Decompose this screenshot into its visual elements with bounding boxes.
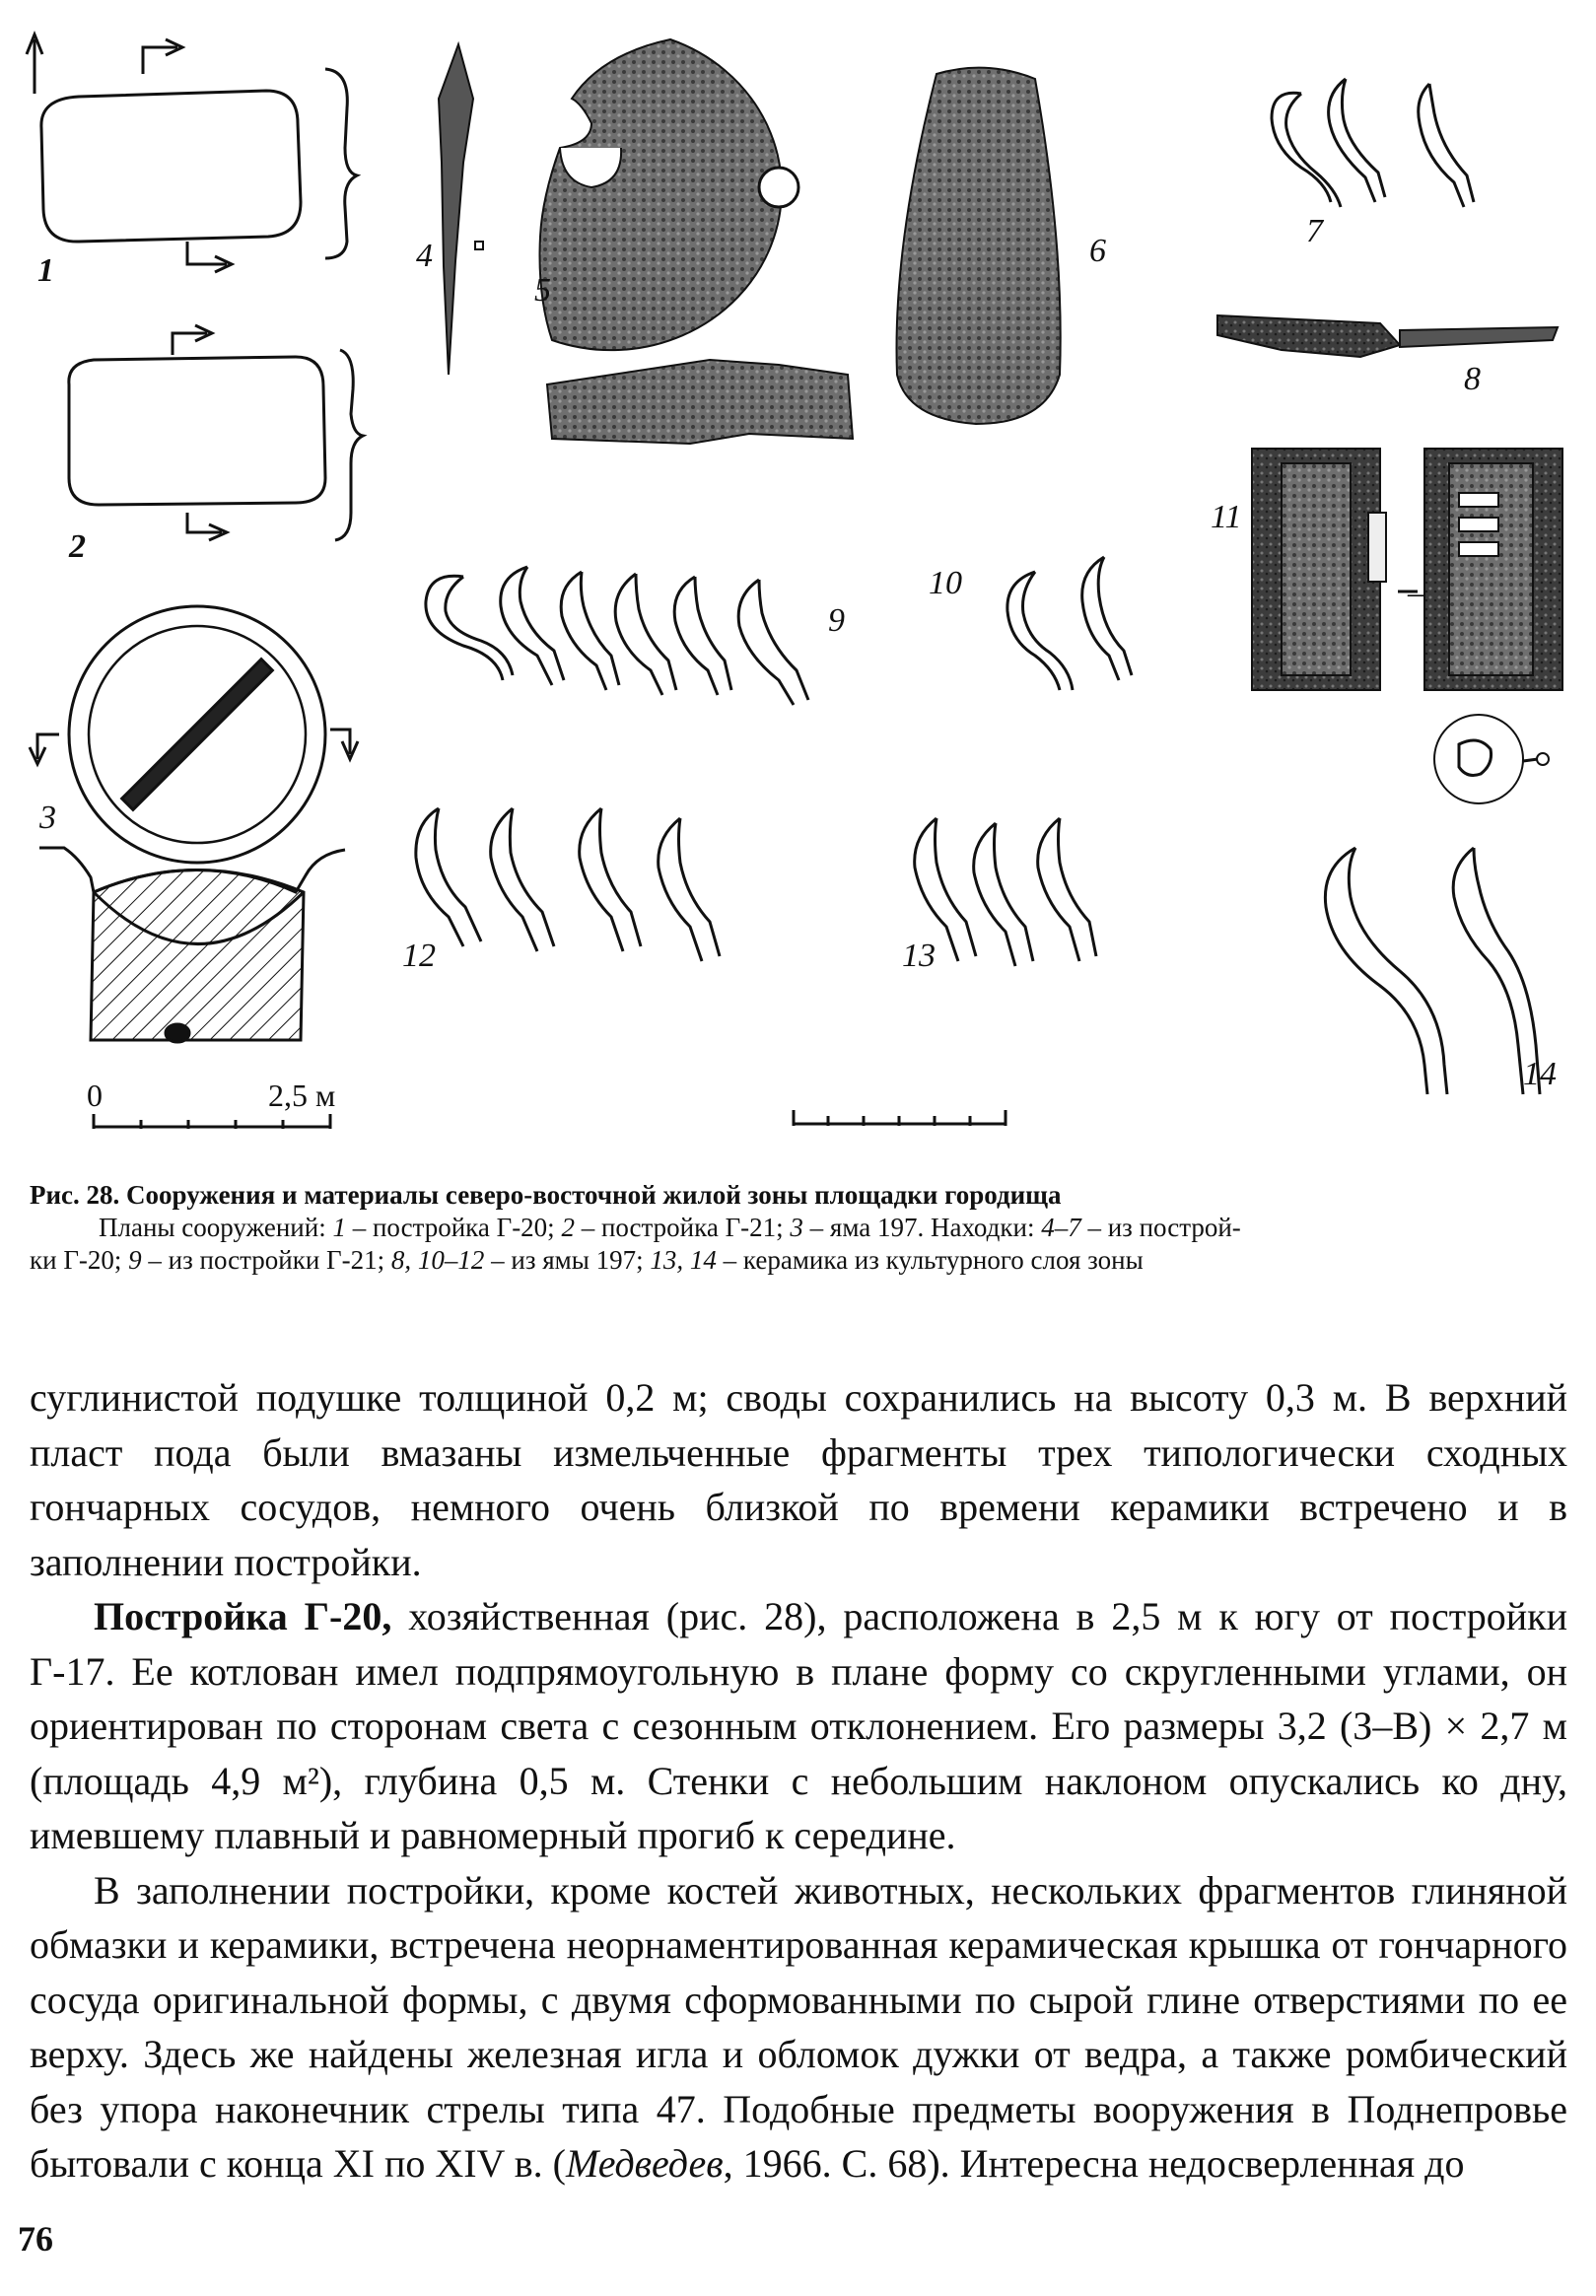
plan-building-g20 (27, 35, 357, 272)
scale-bar-right (794, 1110, 1006, 1126)
caption-ref-2: 2 (561, 1213, 575, 1242)
find-rim-profiles-13 (915, 818, 1096, 966)
caption-text-8: – керамика из культурного слоя зоны (716, 1245, 1144, 1275)
figure-label-2: 2 (69, 528, 86, 565)
caption-ref-6: 8, 10–12 (390, 1245, 485, 1275)
caption-line-2 (30, 1212, 1567, 1244)
caption-ref-4: 4–7 (1041, 1213, 1081, 1242)
caption-text-7: – из ямы 197; (484, 1245, 651, 1275)
figure-label-11: 11 (1211, 499, 1242, 535)
caption-title-line (30, 1179, 1567, 1212)
plan-pit-197 (30, 606, 358, 1042)
figure-label-13: 13 (902, 938, 936, 974)
caption-text-3: – яма 197. Находки: (802, 1213, 1042, 1242)
caption-plans-intro: Планы сооружений: (99, 1213, 333, 1242)
figure-label-8: 8 (1464, 361, 1481, 397)
find-rim-profiles-7 (1272, 79, 1474, 207)
find-lock (1252, 449, 1562, 803)
caption-ref-7: 13, 14 (650, 1245, 717, 1275)
figure-label-4: 4 (416, 238, 433, 274)
caption-text-1: – постройка Г-20; (345, 1213, 562, 1242)
find-arrowhead (439, 44, 483, 375)
plan-building-g21 (69, 325, 363, 540)
find-rim-profiles-14 (1325, 848, 1540, 1094)
body-text (30, 1370, 1567, 2192)
page-number: 76 (18, 2219, 53, 2259)
figure-label-12: 12 (402, 938, 436, 974)
figure-label-1: 1 (37, 252, 54, 289)
figure-label-9: 9 (828, 602, 845, 639)
figure-label-6: 6 (1089, 233, 1106, 269)
scale-end-label: 2,5 м (268, 1078, 336, 1113)
caption-text-4: – из построй- (1080, 1213, 1241, 1242)
building-heading: Постройка Г-20, (94, 1594, 392, 1638)
figure-label-7: 7 (1306, 213, 1323, 249)
figure-label-5: 5 (534, 272, 551, 309)
figure-label-14: 14 (1523, 1056, 1557, 1092)
scale-bar-left (94, 1114, 330, 1129)
caption-prefix: Рис. 28. (30, 1180, 120, 1210)
caption-ref-1: 1 (332, 1213, 346, 1242)
find-rim-profiles-12 (416, 808, 720, 961)
citation-author: Медведев (565, 2141, 724, 2186)
paragraph-3-text-b: , 1966. С. 68). Интересна недосверленная до (723, 2141, 1465, 2186)
caption-text-5: ки Г-20; (30, 1245, 129, 1275)
paragraph-3-text-a: В заполнении постройки, кроме костей животных, нескольких фрагментов глиняной обмазки и керамики, встречена неорнаментированная керамическая крышка от гончарного сосуда оригинальной формы, с двумя сформованными по сырой глине отверстиями по ее верху. Здесь же найдены железная игла и обломок дужки от ведра, а также ромбический без упора наконечник стрелы типа 47. Подобные предметы вооружения в Поднепровье бытовали с конца XI по XIV в. ( (30, 1867, 1567, 2186)
paragraph-3 (30, 1863, 1567, 2192)
caption-ref-5: 9 (128, 1245, 142, 1275)
caption-line-3 (30, 1244, 1567, 1277)
find-ceramic-lid (540, 39, 854, 444)
figure-label-10: 10 (929, 565, 962, 601)
lock-divider: – (1408, 575, 1424, 611)
find-rim-profiles-10 (1007, 557, 1132, 690)
find-knife (1217, 315, 1558, 357)
caption-title: Сооружения и материалы северо-восточной жилой зоны площадки городища (126, 1180, 1062, 1210)
paragraph-2-text: хозяйственная (рис. 28), расположена в 2,5 м к югу от постройки Г-17. Ее котлован имел подпрямоугольную в плане форму со скругленными углами, он ориентирован по сторонам света с сезонным отклонением. Его размеры 3,2 (З–В) × 2,7 м (площадь 4,9 м²), глубина 0,5 м. Стенки с небольшим наклоном опускались ко дну, имевшему плавный и равномерный прогиб к середине. (30, 1594, 1567, 1857)
paragraph-1: суглинистой подушке толщиной 0,2 м; своды сохранились на высоту 0,3 м. В верхний пласт пода были вмазаны измельченные фрагменты трех типологически сходных гончарных сосудов, немного очень близкой по времени керамики встречено и в заполнении постройки. (30, 1375, 1567, 1584)
paragraph-2 (30, 1589, 1567, 1863)
scale-zero-label: 0 (87, 1078, 103, 1113)
caption-ref-3: 3 (790, 1213, 803, 1242)
find-whetstone (897, 68, 1061, 424)
figure-caption (30, 1179, 1567, 1277)
figure-label-3: 3 (39, 800, 56, 836)
caption-text-6: – из постройки Г-21; (141, 1245, 391, 1275)
find-rim-profiles-9 (426, 567, 808, 705)
caption-text-2: – постройка Г-21; (574, 1213, 791, 1242)
